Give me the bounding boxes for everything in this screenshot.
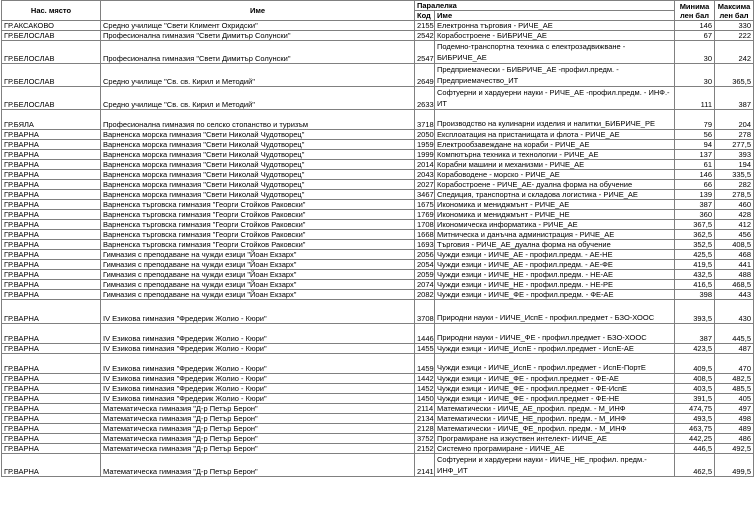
table-row bbox=[2, 41, 754, 64]
program-cell: Чужди езици - ИИЧЕ_ИспЕ - профил.предмет - ИспЕ-АЕ bbox=[435, 344, 675, 354]
max-score-cell: 405 bbox=[715, 394, 754, 404]
max-score-cell: 468 bbox=[715, 250, 754, 260]
min-score-cell: 67 bbox=[675, 31, 715, 41]
table-row bbox=[2, 31, 754, 41]
code-cell: 2050 bbox=[415, 130, 435, 140]
min-score-cell: 409,5 bbox=[675, 354, 715, 374]
min-score-cell: 425,5 bbox=[675, 250, 715, 260]
program-cell: Чужди езици - ИИЧЕ_НЕ - профил.предм. - НЕ-РЕ bbox=[435, 280, 675, 290]
program-cell: Природни науки - ИИЧЕ_ФЕ - профил.предмет - БЗО-ХООС bbox=[435, 324, 675, 344]
min-score-cell: 419,5 bbox=[675, 260, 715, 270]
program-cell: Предприемачески - БИБРИЧЕ_АЕ -профил.предм. - Предприемачество_ИТ bbox=[435, 64, 675, 87]
code-cell: 1693 bbox=[415, 240, 435, 250]
max-score-cell: 443 bbox=[715, 290, 754, 300]
code-cell: 1446 bbox=[415, 324, 435, 344]
min-score-cell: 493,5 bbox=[675, 414, 715, 424]
program-cell: Чужди езици - ИИЧЕ_ИспЕ - профил.предмет - ИспЕ-ПортЕ bbox=[435, 354, 675, 374]
city-cell: ГР.БЕЛОСЛАВ bbox=[2, 64, 101, 87]
program-cell: Производство на кулинарни изделия и напитки_БИБРИЧЕ_РЕ bbox=[435, 110, 675, 130]
code-cell: 3467 bbox=[415, 190, 435, 200]
school-cell: Гимназия с преподаване на чужди езици "Йоан Екзарх" bbox=[101, 270, 415, 280]
max-score-cell: 441 bbox=[715, 260, 754, 270]
school-cell: Средно училище "Свети Климент Охридски" bbox=[101, 21, 415, 31]
school-cell: Варненска морска гимназия "Свети Николай Чудотворец" bbox=[101, 190, 415, 200]
city-cell: ГР.ВАРНА bbox=[2, 200, 101, 210]
city-cell: ГР.ВАРНА bbox=[2, 404, 101, 414]
program-cell: Корабостроене - БИБРИЧЕ_АЕ bbox=[435, 31, 675, 41]
table-row bbox=[2, 270, 754, 280]
school-cell: Варненска морска гимназия "Свети Николай Чудотворец" bbox=[101, 170, 415, 180]
school-cell: Варненска морска гимназия "Свети Николай Чудотворец" bbox=[101, 140, 415, 150]
min-score-cell: 393,5 bbox=[675, 300, 715, 324]
program-cell: Чужди езици - ИИЧЕ_ФЕ - профил.предмет - ФЕ-НЕ bbox=[435, 394, 675, 404]
city-cell: ГР.БЕЛОСЛАВ bbox=[2, 87, 101, 110]
program-cell: Компютърна техника и технологии - РИЧЕ_АЕ bbox=[435, 150, 675, 160]
program-cell: Икономика и мениджмънт - РИЧЕ_НЕ bbox=[435, 210, 675, 220]
ranking-table bbox=[1, 0, 754, 477]
min-score-cell: 403,5 bbox=[675, 384, 715, 394]
city-cell: ГР.БЕЛОСЛАВ bbox=[2, 31, 101, 41]
code-cell: 1452 bbox=[415, 384, 435, 394]
max-score-cell: 330 bbox=[715, 21, 754, 31]
table-row bbox=[2, 324, 754, 344]
table-row bbox=[2, 250, 754, 260]
city-cell: ГР.ВАРНА bbox=[2, 414, 101, 424]
program-cell: Чужди езици - ИИЧЕ_ФЕ - профил.предм. - ФЕ-АЕ bbox=[435, 290, 675, 300]
city-cell: ГР.ВАРНА bbox=[2, 384, 101, 394]
max-score-cell: 468,5 bbox=[715, 280, 754, 290]
school-cell: IV Езикова гимназия "Фредерик Жолио - Кюри" bbox=[101, 354, 415, 374]
code-cell: 1675 bbox=[415, 200, 435, 210]
max-score-cell: 242 bbox=[715, 41, 754, 64]
school-cell: Професионална гимназия "Свети Димитър Солунски" bbox=[101, 41, 415, 64]
min-score-cell: 391,5 bbox=[675, 394, 715, 404]
table-row bbox=[2, 200, 754, 210]
city-cell: ГР.ВАРНА bbox=[2, 210, 101, 220]
city-cell: ГР.ВАРНА bbox=[2, 394, 101, 404]
min-score-cell: 416,5 bbox=[675, 280, 715, 290]
min-score-cell: 360 bbox=[675, 210, 715, 220]
table-body bbox=[2, 21, 754, 477]
code-cell: 1999 bbox=[415, 150, 435, 160]
city-cell: ГР.ВАРНА bbox=[2, 454, 101, 477]
city-cell: ГР.ВАРНА bbox=[2, 324, 101, 344]
max-score-cell: 282 bbox=[715, 180, 754, 190]
program-cell: Математически - ИИЧЕ_НЕ_профил. предм. - М_ИНФ bbox=[435, 414, 675, 424]
min-score-cell: 111 bbox=[675, 87, 715, 110]
city-cell: ГР.БЯЛА bbox=[2, 110, 101, 130]
max-score-cell: 482,5 bbox=[715, 374, 754, 384]
school-cell: Средно училище "Св. св. Кирил и Методий" bbox=[101, 64, 415, 87]
table-row bbox=[2, 374, 754, 384]
code-cell: 1450 bbox=[415, 394, 435, 404]
school-cell: IV Езикова гимназия "Фредерик Жолио - Кюри" bbox=[101, 394, 415, 404]
city-cell: ГР.ВАРНА bbox=[2, 180, 101, 190]
max-score-cell: 485,5 bbox=[715, 384, 754, 394]
min-score-cell: 367,5 bbox=[675, 220, 715, 230]
max-score-cell: 365,5 bbox=[715, 64, 754, 87]
school-cell: Варненска търговска гимназия "Георги Стойков Раковски" bbox=[101, 230, 415, 240]
header-name: Име bbox=[435, 11, 675, 21]
school-cell: Варненска търговска гимназия "Георги Стойков Раковски" bbox=[101, 210, 415, 220]
code-cell: 2059 bbox=[415, 270, 435, 280]
min-score-cell: 398 bbox=[675, 290, 715, 300]
table-row bbox=[2, 300, 754, 324]
school-cell: Гимназия с преподаване на чужди езици "Йоан Екзарх" bbox=[101, 260, 415, 270]
table-row bbox=[2, 160, 754, 170]
program-cell: Икономика и мениджмънт - РИЧЕ_АЕ bbox=[435, 200, 675, 210]
code-cell: 2014 bbox=[415, 160, 435, 170]
city-cell: ГР.ВАРНА bbox=[2, 190, 101, 200]
city-cell: ГР.ВАРНА bbox=[2, 230, 101, 240]
school-cell: Математическа гимназия "Д-р Петър Берон" bbox=[101, 424, 415, 434]
program-cell: Чужди езици - ИИЧЕ_ФЕ - профил.предмет - ФЕ-АЕ bbox=[435, 374, 675, 384]
school-cell: Варненска търговска гимназия "Георги Стойков Раковски" bbox=[101, 200, 415, 210]
max-score-cell: 222 bbox=[715, 31, 754, 41]
code-cell: 2649 bbox=[415, 64, 435, 87]
max-score-cell: 278,5 bbox=[715, 190, 754, 200]
program-cell: Чужди езици - ИИЧЕ_АЕ - профил.предм. - АЕ-НЕ bbox=[435, 250, 675, 260]
program-cell: Електронна търговия - РИЧЕ_АЕ bbox=[435, 21, 675, 31]
program-cell: Корабоводене - морско - РИЧЕ_АЕ bbox=[435, 170, 675, 180]
school-cell: Варненска морска гимназия "Свети Николай Чудотворец" bbox=[101, 180, 415, 190]
max-score-cell: 489 bbox=[715, 424, 754, 434]
program-cell: Експлоатация на пристанищата и флота - РИЧЕ_АЕ bbox=[435, 130, 675, 140]
city-cell: ГР.ВАРНА bbox=[2, 220, 101, 230]
city-cell: ГР.ВАРНА bbox=[2, 300, 101, 324]
min-score-cell: 462,5 bbox=[675, 454, 715, 477]
code-cell: 2114 bbox=[415, 404, 435, 414]
max-score-cell: 393 bbox=[715, 150, 754, 160]
code-cell: 1708 bbox=[415, 220, 435, 230]
table-row bbox=[2, 434, 754, 444]
city-cell: ГР.ВАРНА bbox=[2, 140, 101, 150]
city-cell: ГР.ВАРНА bbox=[2, 170, 101, 180]
city-cell: ГР.ВАРНА bbox=[2, 130, 101, 140]
school-cell: Гимназия с преподаване на чужди езици "Йоан Екзарх" bbox=[101, 290, 415, 300]
program-cell: Чужди езици - ИИЧЕ_НЕ - профил.предм. - НЕ-АЕ bbox=[435, 270, 675, 280]
program-cell: Електрообзавеждане на кораби - РИЧЕ_АЕ bbox=[435, 140, 675, 150]
max-score-cell: 387 bbox=[715, 87, 754, 110]
program-cell: Чужди езици - ИИЧЕ_АЕ - профил.предм. - АЕ-ФЕ bbox=[435, 260, 675, 270]
table-row bbox=[2, 454, 754, 477]
table-row bbox=[2, 21, 754, 31]
code-cell: 3752 bbox=[415, 434, 435, 444]
table-row bbox=[2, 130, 754, 140]
header-code: Код bbox=[415, 11, 435, 21]
min-score-cell: 79 bbox=[675, 110, 715, 130]
city-cell: ГР.ВАРНА bbox=[2, 354, 101, 374]
max-score-cell: 278 bbox=[715, 130, 754, 140]
code-cell: 1668 bbox=[415, 230, 435, 240]
table-row bbox=[2, 444, 754, 454]
school-cell: Гимназия с преподаване на чужди езици "Йоан Екзарх" bbox=[101, 250, 415, 260]
city-cell: ГР.ВАРНА bbox=[2, 290, 101, 300]
school-cell: Математическа гимназия "Д-р Петър Берон" bbox=[101, 454, 415, 477]
code-cell: 2141 bbox=[415, 454, 435, 477]
header-city: Нас. място bbox=[2, 1, 101, 21]
max-score-cell: 335,5 bbox=[715, 170, 754, 180]
min-score-cell: 362,5 bbox=[675, 230, 715, 240]
program-cell: Софтуерни и хардуерни науки - РИЧЕ_АЕ -профил.предм. - ИНФ.- ИТ bbox=[435, 87, 675, 110]
city-cell: ГР.ВАРНА bbox=[2, 344, 101, 354]
max-score-cell: 470 bbox=[715, 354, 754, 374]
code-cell: 1769 bbox=[415, 210, 435, 220]
program-cell: Спедиция, транспортна и складова логистика - РИЧЕ_АЕ bbox=[435, 190, 675, 200]
table-row bbox=[2, 394, 754, 404]
table-row bbox=[2, 414, 754, 424]
school-cell: IV Езикова гимназия "Фредерик Жолио - Кюри" bbox=[101, 324, 415, 344]
max-score-cell: 412 bbox=[715, 220, 754, 230]
table-row bbox=[2, 220, 754, 230]
code-cell: 1959 bbox=[415, 140, 435, 150]
city-cell: ГР.ВАРНА bbox=[2, 434, 101, 444]
program-cell: Митническа и данъчна администрация - РИЧЕ_АЕ bbox=[435, 230, 675, 240]
city-cell: ГР.ВАРНА bbox=[2, 270, 101, 280]
min-score-cell: 94 bbox=[675, 140, 715, 150]
school-cell: Средно училище "Св. св. Кирил и Методий" bbox=[101, 87, 415, 110]
min-score-cell: 61 bbox=[675, 160, 715, 170]
program-cell: Математически - ИИЧЕ_АЕ_профил. предм. - М_ИНФ bbox=[435, 404, 675, 414]
code-cell: 2547 bbox=[415, 41, 435, 64]
min-score-cell: 30 bbox=[675, 64, 715, 87]
city-cell: ГР.ВАРНА bbox=[2, 280, 101, 290]
school-cell: Варненска морска гимназия "Свети Николай Чудотворец" bbox=[101, 160, 415, 170]
program-cell: Корабостроене - РИЧЕ_АЕ- дуална форма на обучение bbox=[435, 180, 675, 190]
code-cell: 2043 bbox=[415, 170, 435, 180]
city-cell: ГР.ВАРНА bbox=[2, 374, 101, 384]
min-score-cell: 139 bbox=[675, 190, 715, 200]
code-cell: 3718 bbox=[415, 110, 435, 130]
program-cell: Природни науки - ИИЧЕ_ИспЕ - профил.предмет - БЗО-ХООС bbox=[435, 300, 675, 324]
city-cell: ГР.ВАРНА bbox=[2, 260, 101, 270]
table-row bbox=[2, 110, 754, 130]
max-score-cell: 430 bbox=[715, 300, 754, 324]
table-row bbox=[2, 280, 754, 290]
max-score-cell: 487 bbox=[715, 344, 754, 354]
city-cell: ГР.ВАРНА bbox=[2, 150, 101, 160]
code-cell: 2074 bbox=[415, 280, 435, 290]
table-row bbox=[2, 210, 754, 220]
header-max: Максима лен бал bbox=[715, 1, 754, 21]
max-score-cell: 194 bbox=[715, 160, 754, 170]
max-score-cell: 498 bbox=[715, 414, 754, 424]
school-cell: Гимназия с преподаване на чужди езици "Йоан Екзарх" bbox=[101, 280, 415, 290]
min-score-cell: 474,75 bbox=[675, 404, 715, 414]
code-cell: 1459 bbox=[415, 354, 435, 374]
program-cell: Програмиране на изкуствен интелект- ИИЧЕ_АЕ bbox=[435, 434, 675, 444]
max-score-cell: 486 bbox=[715, 434, 754, 444]
max-score-cell: 460 bbox=[715, 200, 754, 210]
max-score-cell: 445,5 bbox=[715, 324, 754, 344]
city-cell: ГР.АКСАКОВО bbox=[2, 21, 101, 31]
table-row bbox=[2, 260, 754, 270]
school-cell: IV Езикова гимназия "Фредерик Жолио - Кюри" bbox=[101, 344, 415, 354]
school-cell: Варненска морска гимназия "Свети Николай Чудотворец" bbox=[101, 130, 415, 140]
code-cell: 1455 bbox=[415, 344, 435, 354]
school-cell: Професионална гимназия "Свети Димитър Солунски" bbox=[101, 31, 415, 41]
min-score-cell: 146 bbox=[675, 21, 715, 31]
school-cell: Професионална гимназия по селско стопанство и туризъм bbox=[101, 110, 415, 130]
school-cell: Математическа гимназия "Д-р Петър Берон" bbox=[101, 434, 415, 444]
table-row bbox=[2, 87, 754, 110]
code-cell: 2082 bbox=[415, 290, 435, 300]
min-score-cell: 66 bbox=[675, 180, 715, 190]
code-cell: 2056 bbox=[415, 250, 435, 260]
max-score-cell: 408,5 bbox=[715, 240, 754, 250]
table-row bbox=[2, 354, 754, 374]
school-cell: Варненска морска гимназия "Свети Николай Чудотворец" bbox=[101, 150, 415, 160]
code-cell: 2128 bbox=[415, 424, 435, 434]
city-cell: ГР.БЕЛОСЛАВ bbox=[2, 41, 101, 64]
code-cell: 2152 bbox=[415, 444, 435, 454]
table-row bbox=[2, 230, 754, 240]
school-cell: Математическа гимназия "Д-р Петър Берон" bbox=[101, 404, 415, 414]
min-score-cell: 352,5 bbox=[675, 240, 715, 250]
min-score-cell: 423,5 bbox=[675, 344, 715, 354]
school-cell: IV Езикова гимназия "Фредерик Жолио - Кюри" bbox=[101, 300, 415, 324]
min-score-cell: 442,25 bbox=[675, 434, 715, 444]
min-score-cell: 137 bbox=[675, 150, 715, 160]
school-cell: Варненска търговска гимназия "Георги Стойков Раковски" bbox=[101, 220, 415, 230]
min-score-cell: 387 bbox=[675, 324, 715, 344]
code-cell: 2633 bbox=[415, 87, 435, 110]
max-score-cell: 499,5 bbox=[715, 454, 754, 477]
table-row bbox=[2, 344, 754, 354]
city-cell: ГР.ВАРНА bbox=[2, 250, 101, 260]
code-cell: 2054 bbox=[415, 260, 435, 270]
program-cell: Чужди езици - ИИЧЕ_ФЕ - профил.предмет - ФЕ-ИспЕ bbox=[435, 384, 675, 394]
header-min: Минима лен бал bbox=[675, 1, 715, 21]
max-score-cell: 428 bbox=[715, 210, 754, 220]
program-cell: Икономическа информатика - РИЧЕ_АЕ bbox=[435, 220, 675, 230]
program-cell: Подемно-транспортна техника с електрозадвижване - БИБРИЧЕ_АЕ bbox=[435, 41, 675, 64]
header-row-1 bbox=[2, 1, 754, 11]
max-score-cell: 488 bbox=[715, 270, 754, 280]
table-row bbox=[2, 290, 754, 300]
min-score-cell: 408,5 bbox=[675, 374, 715, 384]
table-row bbox=[2, 240, 754, 250]
code-cell: 2542 bbox=[415, 31, 435, 41]
city-cell: ГР.ВАРНА bbox=[2, 160, 101, 170]
table-row bbox=[2, 140, 754, 150]
min-score-cell: 387 bbox=[675, 200, 715, 210]
school-cell: Математическа гимназия "Д-р Петър Берон" bbox=[101, 414, 415, 424]
table-row bbox=[2, 170, 754, 180]
max-score-cell: 204 bbox=[715, 110, 754, 130]
header-paralelka: Паралелка bbox=[415, 1, 675, 11]
program-cell: Търговия - РИЧЕ_АЕ_дуална форма на обучение bbox=[435, 240, 675, 250]
code-cell: 2027 bbox=[415, 180, 435, 190]
city-cell: ГР.ВАРНА bbox=[2, 240, 101, 250]
program-cell: Математически - ИИЧЕ_ФЕ_профил. предм. - М_ИНФ bbox=[435, 424, 675, 434]
table-row bbox=[2, 404, 754, 414]
school-cell: IV Езикова гимназия "Фредерик Жолио - Кюри" bbox=[101, 384, 415, 394]
table-row bbox=[2, 424, 754, 434]
min-score-cell: 56 bbox=[675, 130, 715, 140]
max-score-cell: 497 bbox=[715, 404, 754, 414]
table-row bbox=[2, 64, 754, 87]
min-score-cell: 146 bbox=[675, 170, 715, 180]
code-cell: 2155 bbox=[415, 21, 435, 31]
program-cell: Системно програмиране - ИИЧЕ_АЕ bbox=[435, 444, 675, 454]
max-score-cell: 492,5 bbox=[715, 444, 754, 454]
city-cell: ГР.ВАРНА bbox=[2, 424, 101, 434]
table-row bbox=[2, 150, 754, 160]
program-cell: Софтуерни и хардуерни науки - ИИЧЕ_НЕ_профил. предм.- ИНФ_ИТ bbox=[435, 454, 675, 477]
code-cell: 1442 bbox=[415, 374, 435, 384]
school-cell: IV Езикова гимназия "Фредерик Жолио - Кюри" bbox=[101, 374, 415, 384]
school-cell: Варненска търговска гимназия "Георги Стойков Раковски" bbox=[101, 240, 415, 250]
code-cell: 3708 bbox=[415, 300, 435, 324]
code-cell: 2134 bbox=[415, 414, 435, 424]
min-score-cell: 30 bbox=[675, 41, 715, 64]
max-score-cell: 277,5 bbox=[715, 140, 754, 150]
table-row bbox=[2, 384, 754, 394]
min-score-cell: 432,5 bbox=[675, 270, 715, 280]
header-school: Име bbox=[101, 1, 415, 21]
program-cell: Корабни машини и механизми - РИЧЕ_АЕ bbox=[435, 160, 675, 170]
table-row bbox=[2, 190, 754, 200]
city-cell: ГР.ВАРНА bbox=[2, 444, 101, 454]
school-cell: Математическа гимназия "Д-р Петър Берон" bbox=[101, 444, 415, 454]
table-row bbox=[2, 180, 754, 190]
min-score-cell: 446,5 bbox=[675, 444, 715, 454]
min-score-cell: 463,75 bbox=[675, 424, 715, 434]
max-score-cell: 456 bbox=[715, 230, 754, 240]
